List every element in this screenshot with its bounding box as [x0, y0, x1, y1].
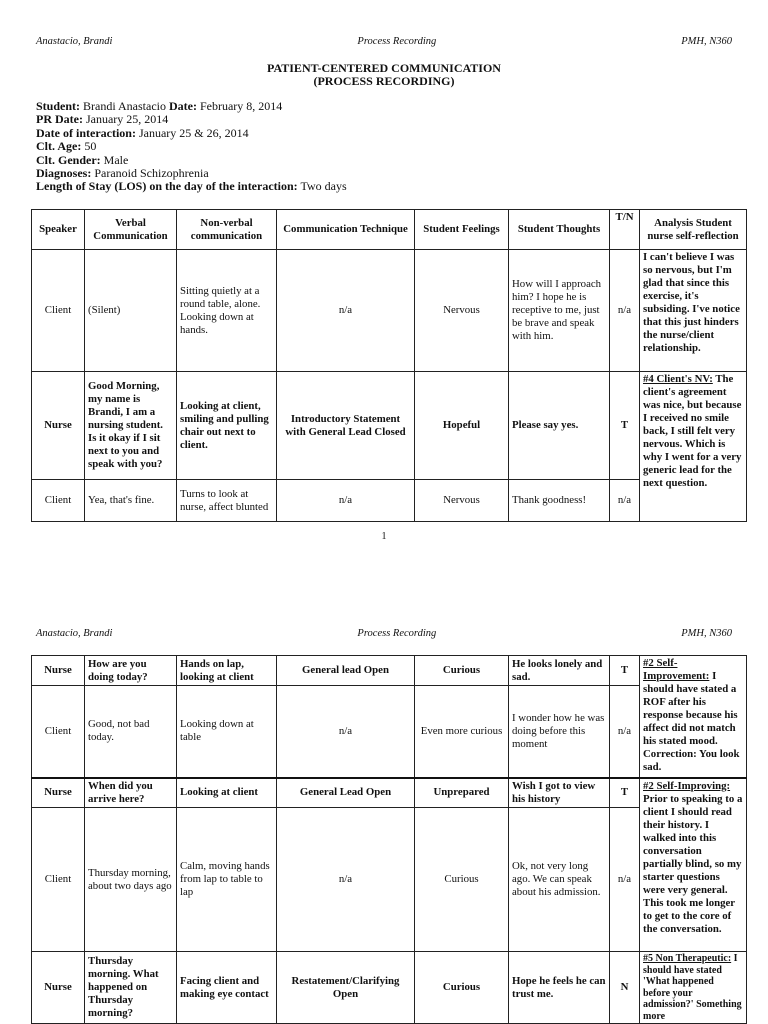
document-title: PATIENT-CENTERED COMMUNICATION (PROCESS RECORDING): [267, 61, 501, 88]
col-nonverbal: Non-verbal communication: [177, 210, 277, 250]
running-header: [36, 628, 732, 639]
table-row: Nurse How are you doing today? Hands on lap, looking at client General lead Open Curious He looks lonely and sad. T #2 Self-Improvement: I should have stated a ROF after his response because his affect did not match his stated mood. Correction: You look sad.: [32, 656, 747, 686]
col-speaker: Speaker: [32, 210, 85, 250]
page-gap: [0, 560, 768, 618]
table-row: Client (Silent) Sitting quietly at a round table, alone. Looking down at hands. n/a Nervous How will I approach him? I hope he is receptive to me, just be brave and speak with him. n/a I can't believe I was so nervous, but I'm glad that since this exercise, it's subsiding. I've notice that this just hinders the nurse/client relationship.: [32, 250, 747, 372]
header-course: PMH, N360: [681, 36, 732, 47]
analysis-cell: #2 Self-Improvement: I should have stated a ROF after his response because his affect did not match his stated mood. Correction: You look sad.: [640, 656, 747, 778]
table-row: Client Thursday morning, about two days ago Calm, moving hands from lap to table to lap n/a Curious Ok, not very long ago. We can speak about his admission. n/a: [32, 808, 747, 952]
table-row: Client Good, not bad today. Looking down at table n/a Even more curious I wonder how he was doing before this moment n/a: [32, 686, 747, 778]
page-number: 1: [381, 531, 387, 542]
student-info: Student: Brandi Anastacio Date: February 8, 2014 PR Date: January 25, 2014 Date of interaction: January 25 & 26, 2014 Clt. Age: 50 Clt. Gender: Male Diagnoses: Paranoid Schizophrenia Length of Stay (LOS) on the day of the interaction: Two days: [36, 99, 347, 194]
process-recording-table-page2: [31, 655, 747, 1024]
col-thoughts: Student Thoughts: [509, 210, 610, 250]
header-title: Process Recording: [357, 628, 437, 639]
table-row: Nurse When did you arrive here? Looking at client General Lead Open Unprepared Wish I got to view his history T #2 Self-Improving: Prior to speaking to a client I should read their history. I walked into this conversation partially blind, so my starter questions were very general. This took me longer to get to the core of the conversation.: [32, 778, 747, 808]
analysis-cell: #4 Client's NV: The client's agreement was nice, but because I received no smile back, I still felt very nervous. Which is why I went for a very generic lead for the next question.: [640, 372, 747, 522]
col-verbal: Verbal Communication: [85, 210, 177, 250]
analysis-cell: #2 Self-Improving: Prior to speaking to a client I should read their history. I walked into this conversation partially blind, so my starter questions were very general. This took me longer to get to the core of the conversation.: [640, 778, 747, 952]
analysis-cell: I can't believe I was so nervous, but I'm glad that since this exercise, it's subsiding. I've notice that this just hinders the nurse/client relationship.: [640, 250, 747, 372]
table-row: Nurse Good Morning, my name is Brandi, I am a nursing student. Is it okay if I sit next to you and speak with you? Looking at client, smiling and pulling chair out next to client. Introductory Statement with General Lead Closed Hopeful Please say yes. T #4 Client's NV: The client's agreement was nice, but because I received no smile back, I still felt very nervous. Which is why I went for a very generic lead for the next question.: [32, 372, 747, 480]
process-recording-table-page1: [31, 209, 747, 522]
col-technique: Communication Technique: [277, 210, 415, 250]
header-author: Anastacio, Brandi: [36, 36, 113, 47]
col-feelings: Student Feelings: [415, 210, 509, 250]
running-header: [36, 36, 732, 47]
analysis-cell: #5 Non Therapeutic: I should have stated 'What happened before your admission?' Something more: [640, 952, 747, 1024]
col-tn: T/N: [610, 210, 640, 250]
header-course: PMH, N360: [681, 628, 732, 639]
header-author: Anastacio, Brandi: [36, 628, 113, 639]
table-row: Client Yea, that's fine. Turns to look at nurse, affect blunted n/a Nervous Thank goodness! n/a: [32, 480, 747, 522]
col-analysis: Analysis Student nurse self-reflection: [640, 210, 747, 250]
header-title: Process Recording: [357, 36, 437, 47]
page-2: [0, 618, 768, 1024]
table-row: Nurse Thursday morning. What happened on Thursday morning? Facing client and making eye contact Restatement/Clarifying Open Curious Hope he feels he can trust me. N #5 Non Therapeutic: I should have stated 'What happened before your admission?' Something more: [32, 952, 747, 1024]
